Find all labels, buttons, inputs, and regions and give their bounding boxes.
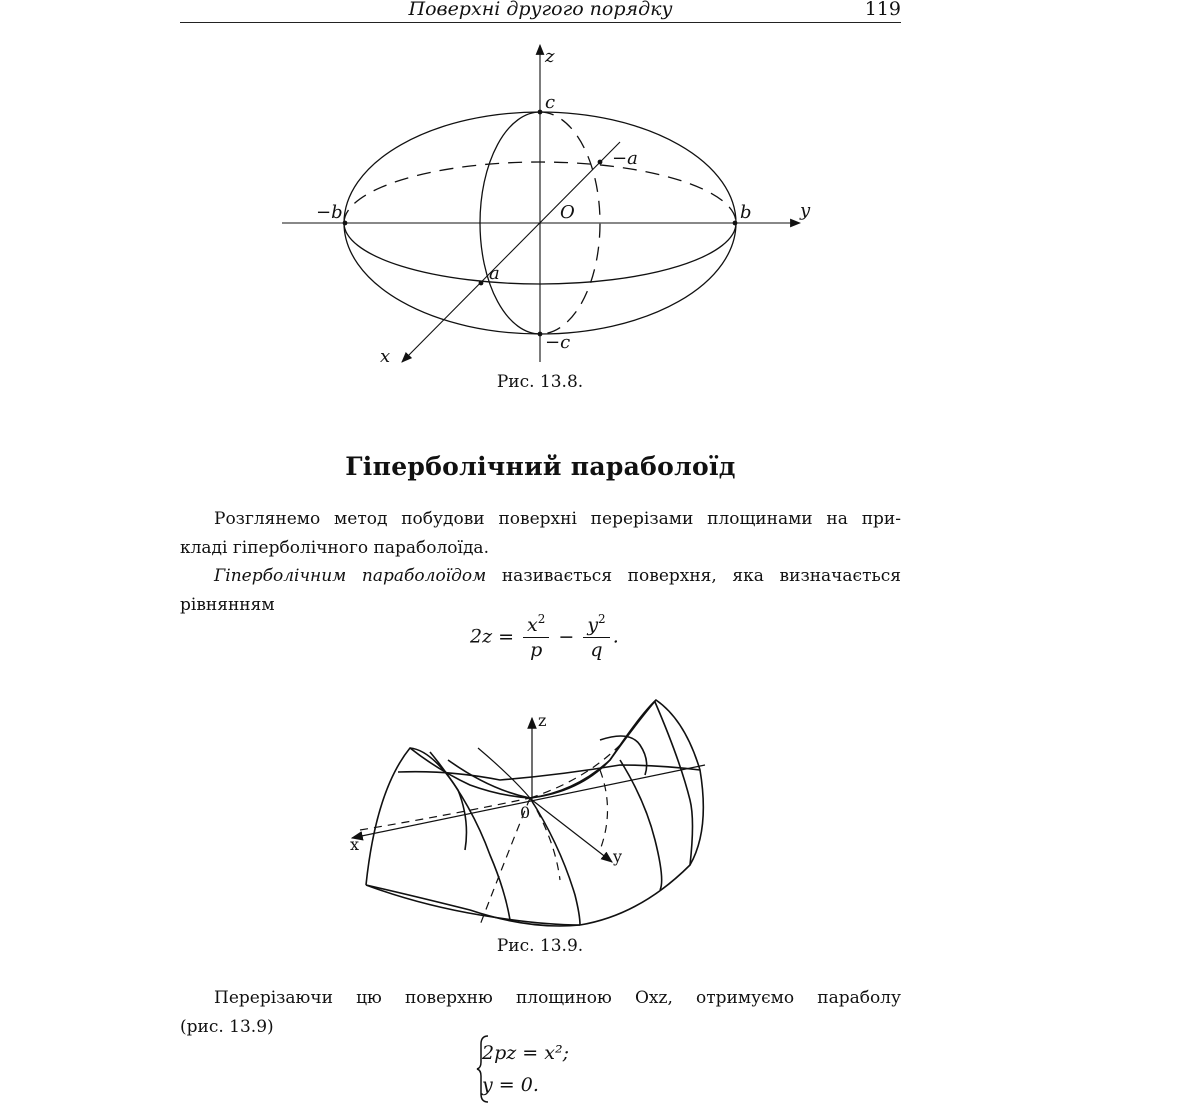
page-number: 119 — [864, 0, 901, 20]
label-neg-c: −c — [545, 332, 571, 353]
paragraph-3-line-1: Перерізаючи цю поверхню площиною Oxz, отримуємо параболу — [214, 988, 901, 1008]
eq-end: . — [612, 625, 619, 648]
eq-exp2: 2 — [598, 612, 606, 626]
eq-num2: y — [587, 614, 599, 636]
label-x: x — [380, 346, 391, 367]
paragraph-3-line-2: (рис. 13.9) — [180, 1017, 274, 1037]
system-row-1: 2pz = x²; — [482, 1042, 569, 1064]
paraboloid-label-x: x — [350, 835, 360, 854]
label-origin: O — [560, 202, 575, 223]
paragraph-2-line-1-rest: називається поверхня, яка визначається — [486, 566, 901, 586]
label-y: y — [800, 200, 811, 221]
label-neg-a: −a — [612, 148, 638, 169]
label-c: c — [545, 92, 556, 113]
label-b: b — [740, 202, 752, 223]
eq-den1: p — [530, 639, 543, 661]
eq-sign: = — [498, 625, 515, 648]
figure-13-9-caption: Рис. 13.9. — [496, 936, 584, 956]
eq-lhs: 2z — [470, 625, 493, 648]
paragraph-3 — [180, 984, 901, 1042]
eq-num1: x — [527, 614, 538, 636]
eq-minus: − — [558, 625, 575, 648]
system-row-2: y = 0. — [482, 1074, 539, 1096]
eq-den2: q — [590, 639, 603, 661]
paraboloid-label-z: z — [538, 711, 547, 730]
label-neg-b: −b — [316, 202, 343, 223]
eq-exp1: 2 — [537, 612, 546, 626]
paragraph-1-line-2: кладі гіперболічного параболоїда. — [180, 538, 489, 558]
paragraph-1-line-1: Розглянемо метод побудови поверхні перерізами площинами на при- — [214, 509, 901, 529]
label-a: a — [489, 263, 500, 284]
defined-term: Гіперболічним параболоїдом — [214, 566, 487, 586]
paraboloid-y-axis — [532, 800, 612, 862]
paragraph-2-line-2: рівнянням — [180, 595, 275, 615]
saddle-outline — [366, 700, 703, 926]
paraboloid-label-origin: 0 — [520, 803, 531, 822]
section-heading: Гіперболічний параболоїд — [345, 452, 736, 481]
paraboloid-label-y: y — [613, 847, 623, 866]
label-z: z — [545, 46, 555, 67]
figure-13-8-caption: Рис. 13.8. — [496, 372, 584, 392]
running-head-title: Поверхні другого порядку — [408, 0, 673, 20]
